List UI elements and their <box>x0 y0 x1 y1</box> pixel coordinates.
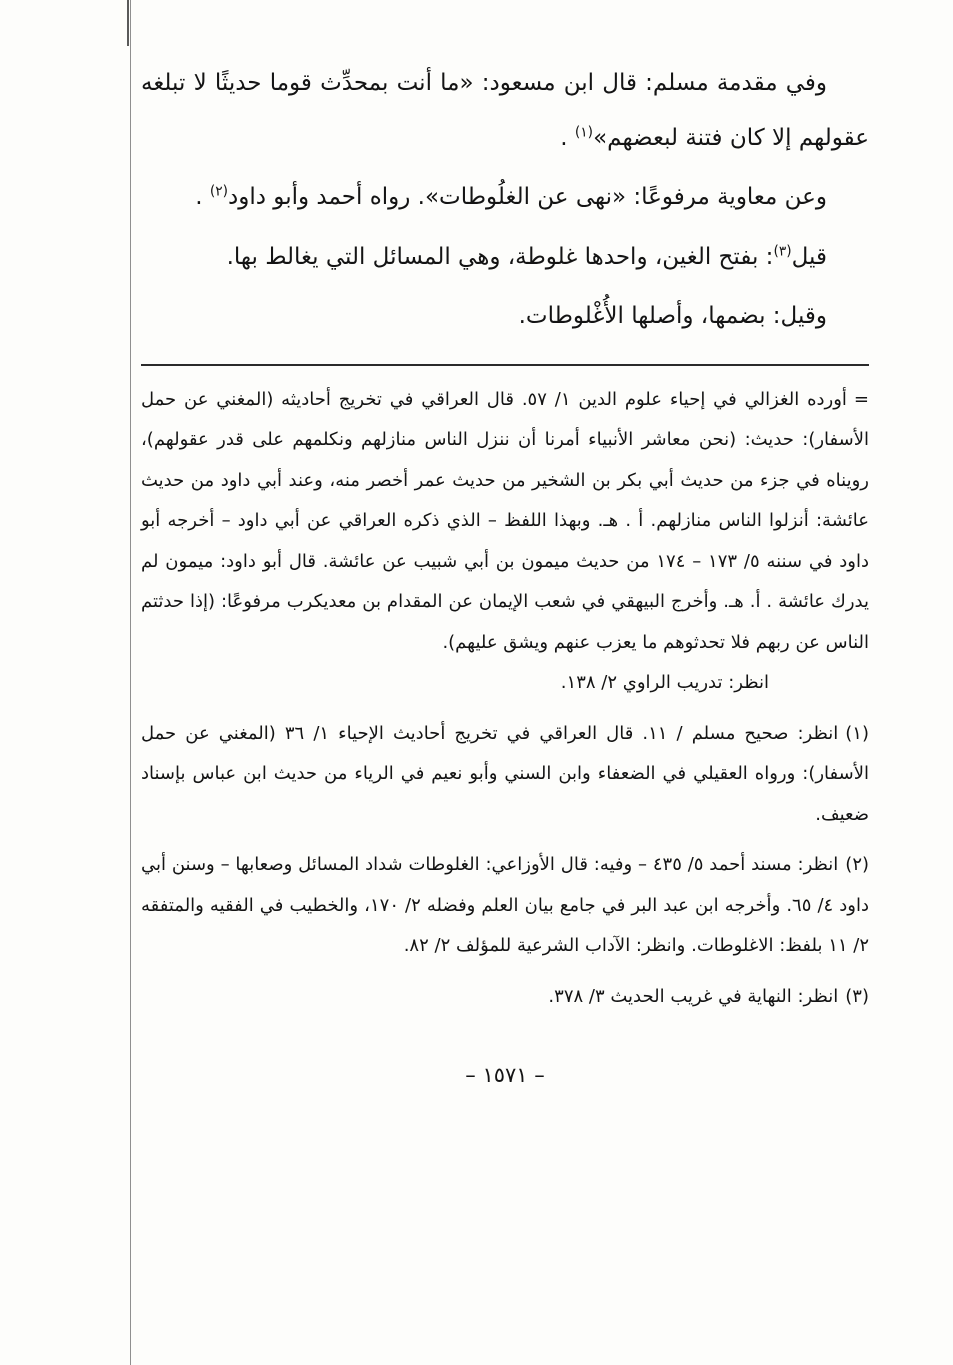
paragraph-text: . <box>195 184 210 211</box>
paragraph-text: وفي مقدمة مسلم: قال ابن مسعود: «ما أنت بمحدِّث قوما حديثًا لا تبلغه عقولهم إلا كان فتنة لبعضهم» <box>141 70 869 152</box>
paragraph-text: . <box>560 125 575 152</box>
footnote-ref-superscript: (٢) <box>209 183 229 200</box>
footnote-reference-line: انظر: تدريب الراوي ٢/ ١٣٨. <box>560 672 769 694</box>
footnote-item <box>141 977 869 1018</box>
footnote-number: (٣) <box>845 985 869 1007</box>
footnote-number: (٢) <box>845 854 870 876</box>
paragraph-text: قيل <box>791 243 827 270</box>
footnote-ref-superscript: (٣) <box>773 242 792 259</box>
footnote-text: انظر: مسند أحمد ٥/ ٤٣٥ – وفيه: قال الأوزاعي: الغلوطات شداد المسائل وصعابها – وسنن أبي داود ٤/ ٦٥. وأخرجه ابن عبد البر في جامع بيان العلم وفضله ٢/ ١٧٠، والخطيب في الفقيه والمتفقه ٢/ ١١ بلفظ: الاغلوطات. وانظر: الآداب الشرعية للمؤلف ٢/ ٨٢. <box>141 854 869 957</box>
footnotes-block <box>141 380 869 1018</box>
page-edge-line <box>130 0 131 1365</box>
page-edge-tick <box>127 0 129 46</box>
footnote-text: انظر: النهاية في غريب الحديث ٣/ ٣٧٨. <box>548 985 839 1007</box>
page-content <box>141 56 869 1087</box>
footnote-ref-superscript: (١) <box>574 124 594 141</box>
main-paragraph <box>141 289 869 344</box>
main-text-block <box>141 56 869 358</box>
paragraph-text: : بفتح الغين، واحدها غلوطة، وهي المسائل التي يغالط بها. <box>226 243 774 270</box>
main-paragraph <box>141 56 869 166</box>
footnote-continuation-marker: = <box>853 388 869 410</box>
main-paragraph <box>141 230 869 285</box>
page-number: – ١٥٧١ – <box>465 1063 545 1088</box>
footnote-text: أورده الغزالي في إحياء علوم الدين ١/ ٥٧. قال العراقي في تخريج أحاديثه (المغني عن حمل الأسفار): حديث: (نحن معاشر الأنبياء أمرنا أن ننزل الناس منازلهم ونكلمهم على قدر عقولهم)، رويناه في جزء من حديث أبي بكر بن الشخير من حديث عمر أخصر منه، وعند أبي داود من حديث عائشة: أنزلوا الناس منازلهم. أ . هـ. وبهذا اللفظ – الذي ذكره العراقي عن أبي داود – أخرجه أبو داود في سننه ٥/ ١٧٣ – ١٧٤ من حديث ميمون بن أبي شبيب عن عائشة. قال أبو داود: ميمون لم يدرك عائشة . أ. هـ. وأخرج البيهقي في شعب الإيمان عن المقدام بن معديكرب مرفوعًا: (إذا حدثتم الناس عن ربهم فلا تحدثوهم ما يعزب عنهم ويشق عليهم). <box>141 388 869 653</box>
main-paragraph <box>141 170 869 225</box>
footnote-number: (١) <box>845 722 869 744</box>
footnote-text: انظر: صحيح مسلم / ١١. قال العراقي في تخريج أحاديث الإحياء ١/ ٣٦ (المغني عن حمل الأسفار): ورواه العقيلي في الضعفاء وابن السني وأبو نعيم في الرياء من حديث ابن عباس بإسناد ضعيف. <box>141 722 869 825</box>
footnote-item <box>141 714 869 836</box>
footnote-separator-line <box>141 364 869 366</box>
paragraph-text: وقيل: بضمها، وأصلها الأُغْلوطات. <box>518 302 827 329</box>
paragraph-text: وعن معاوية مرفوعًا: «نهى عن الغلُوطات». رواه أحمد وأبو داود <box>228 184 827 211</box>
footnote-continuation <box>141 380 869 704</box>
footnote-item <box>141 845 869 967</box>
